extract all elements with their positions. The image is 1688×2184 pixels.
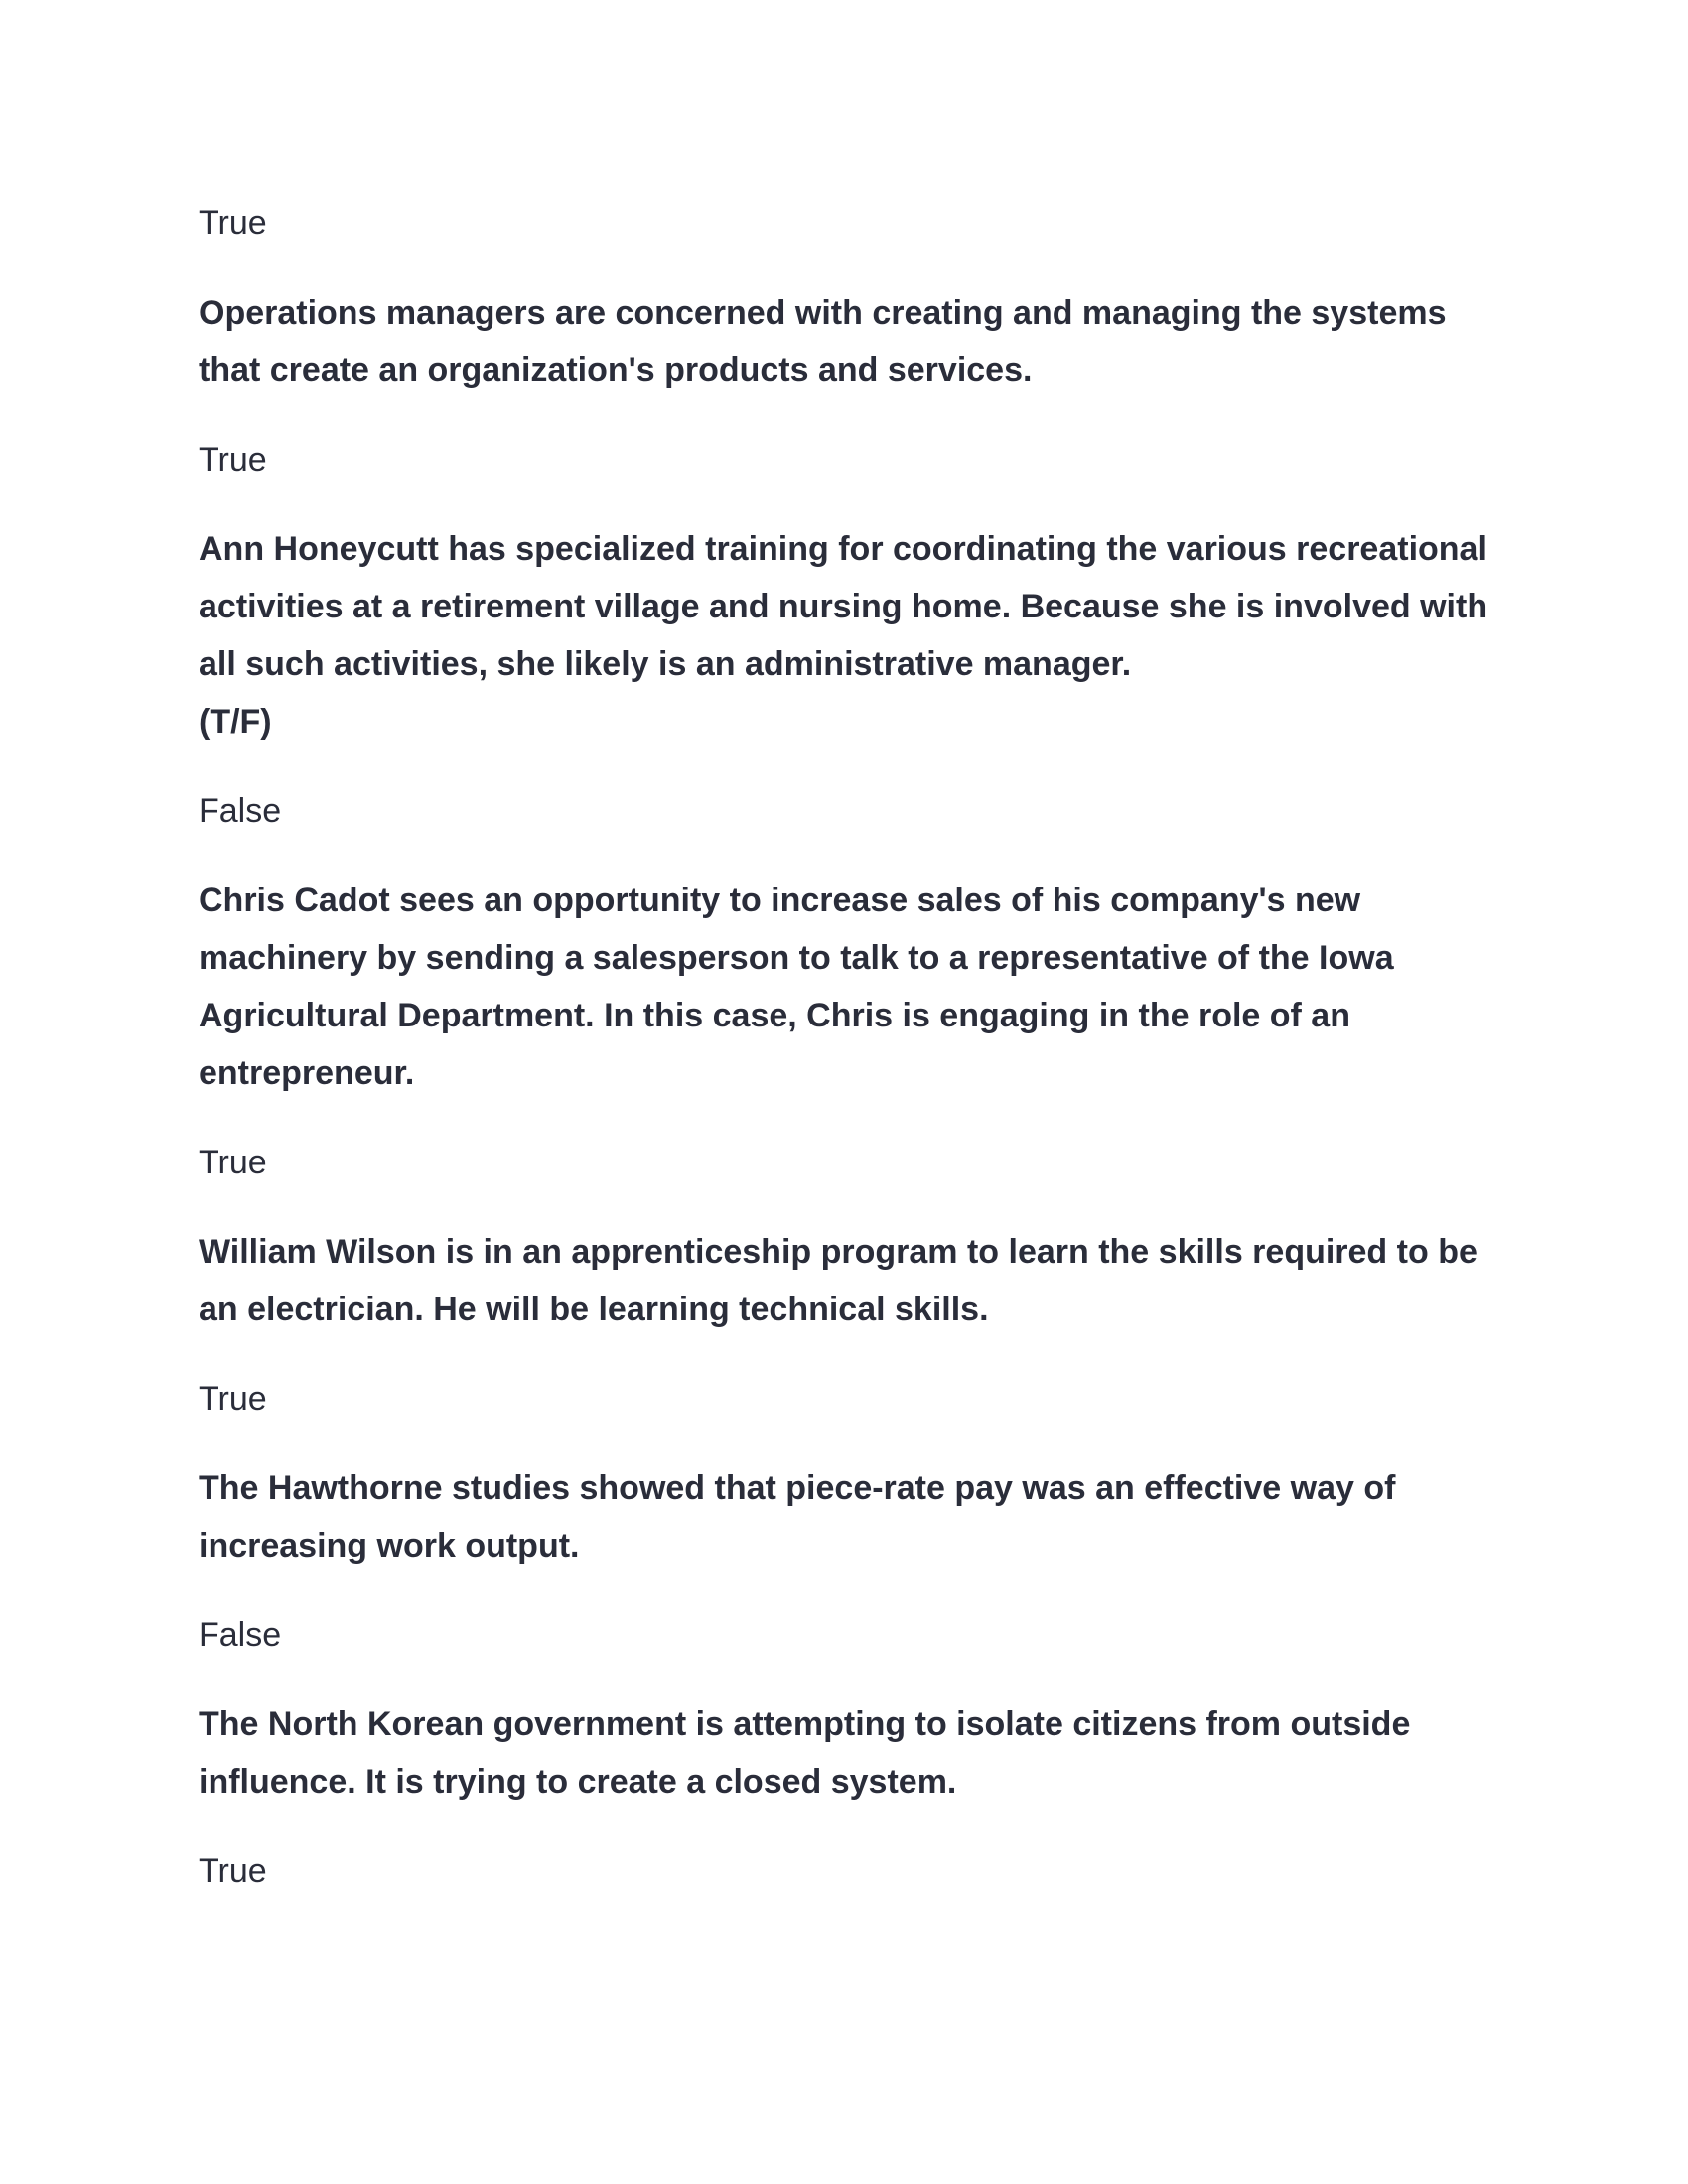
question-block (199, 520, 1489, 751)
question-text: The North Korean government is attempting to isolate citizens from outside influence. It is trying to create a closed system. (199, 1706, 1411, 1801)
answer-text: True (199, 1852, 267, 1890)
answer-text: False (199, 1616, 282, 1654)
question-text: Ann Honeycutt has specialized training for coordinating the various recreational activities at a retirement village and nursing home. Because she is involved with all such activities, she likely is an administrative manager. (199, 530, 1488, 683)
question-text: The Hawthorne studies showed that piece-rate pay was an effective way of increasing work output. (199, 1469, 1396, 1565)
question-text: William Wilson is in an apprenticeship program to learn the skills required to be an electrician. He will be learning technical skills. (199, 1233, 1477, 1328)
question-text: Operations managers are concerned with creating and managing the systems that create an organization's products and services. (199, 294, 1447, 389)
true-false-marker: (T/F) (199, 703, 272, 741)
document-content (199, 195, 1489, 1932)
answer-text: True (199, 1144, 267, 1181)
answer-text: True (199, 1380, 267, 1418)
answer-text: False (199, 792, 282, 830)
question-text: Chris Cadot sees an opportunity to increase sales of his company's new machinery by sending a salesperson to talk to a representative of the Iowa Agricultural Department. In this case, Chris is engaging in the role of an entrepreneur. (199, 882, 1394, 1092)
answer-text: True (199, 205, 267, 242)
answer-text: True (199, 441, 267, 478)
